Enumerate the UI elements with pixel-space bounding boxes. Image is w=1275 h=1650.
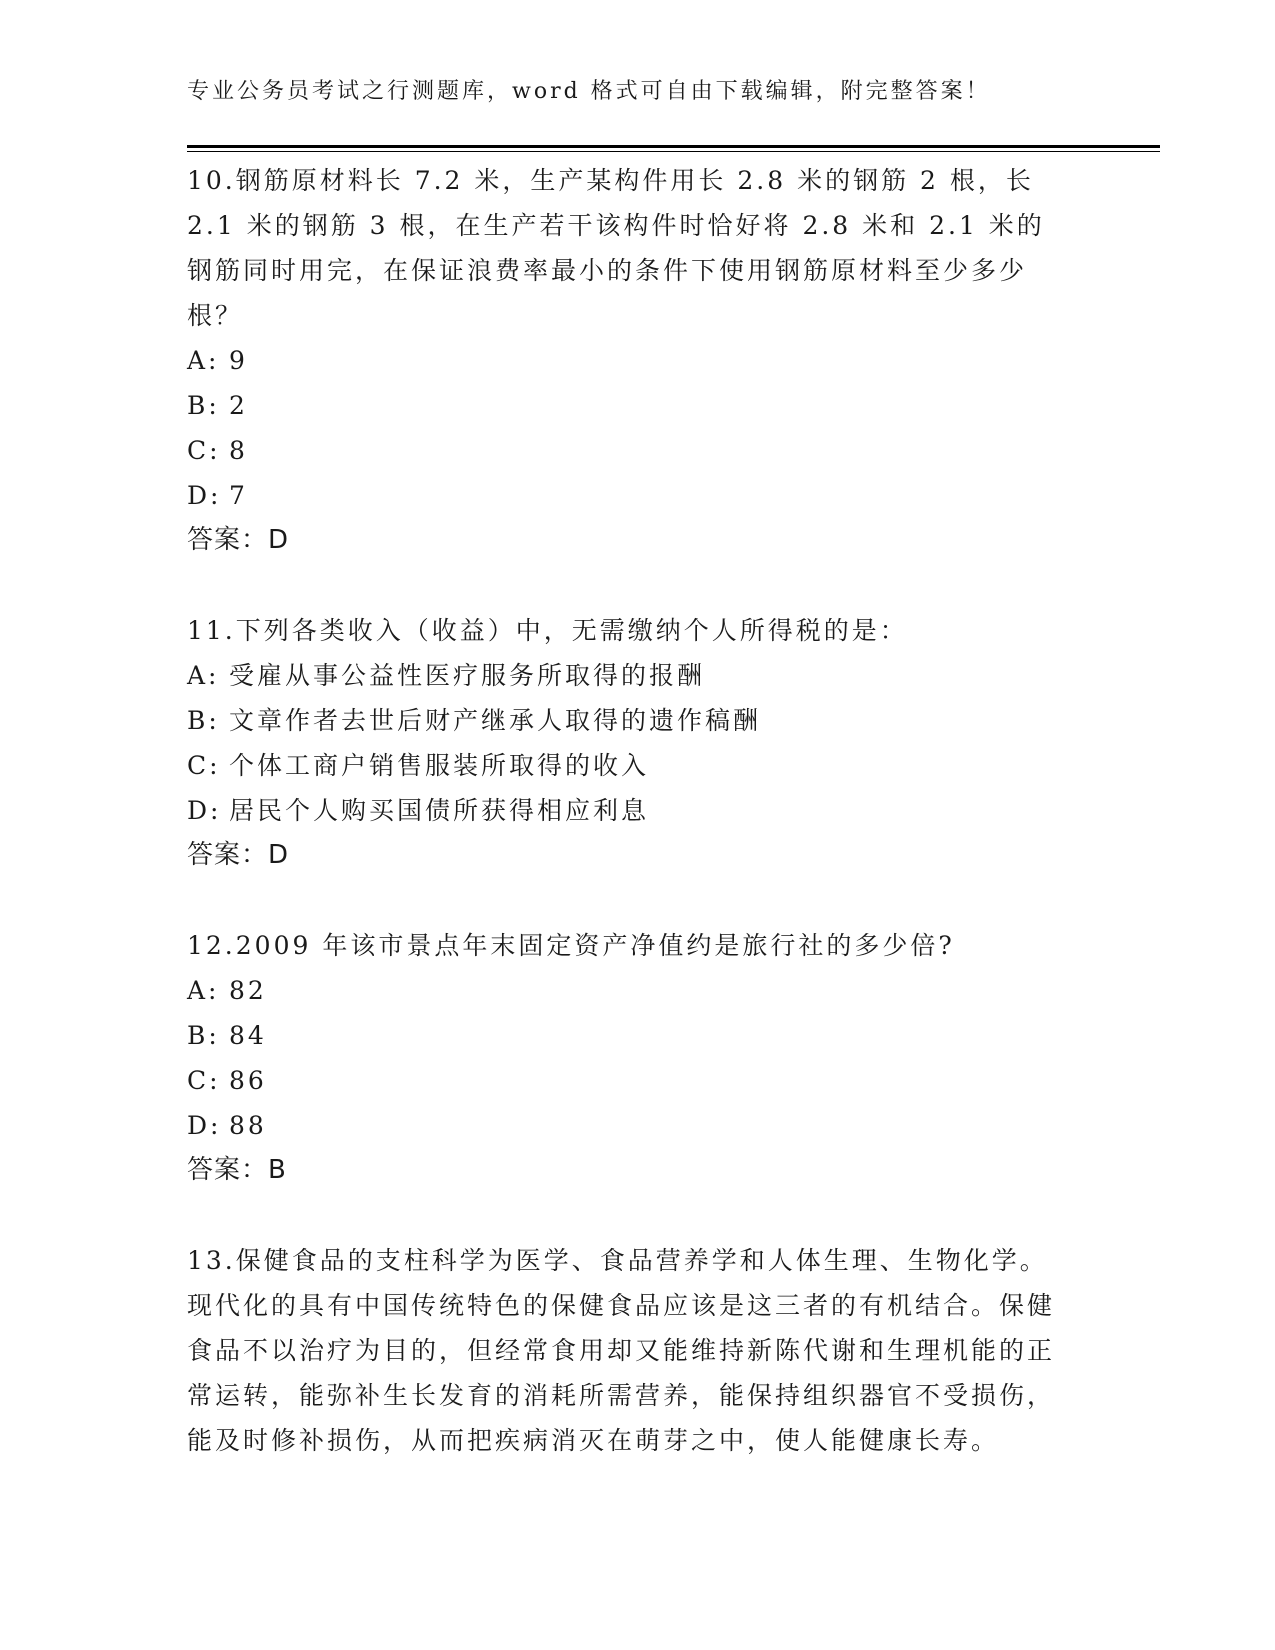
option-text: 82 bbox=[229, 976, 267, 1005]
option-key: C: bbox=[187, 751, 221, 780]
answer-line: 答案：D bbox=[187, 525, 290, 555]
option-c bbox=[187, 428, 1067, 473]
option-a bbox=[187, 338, 1067, 383]
option-text: 86 bbox=[229, 1066, 267, 1095]
option-text: 受雇从事公益性医疗服务所取得的报酬 bbox=[229, 661, 706, 690]
option-text: 居民个人购买国债所获得相应利息 bbox=[229, 796, 650, 825]
option-b bbox=[187, 698, 1067, 743]
option-b bbox=[187, 383, 1067, 428]
option-c bbox=[187, 743, 1067, 788]
option-key: C: bbox=[187, 1066, 221, 1095]
option-text: 8 bbox=[229, 436, 248, 465]
option-d bbox=[187, 1103, 1067, 1148]
option-text: 7 bbox=[229, 481, 248, 510]
option-key: C: bbox=[187, 436, 221, 465]
question-stem: 12.2009 年该市景点年末固定资产净值约是旅行社的多少倍? bbox=[187, 931, 955, 960]
option-key: A: bbox=[187, 661, 220, 690]
question-13 bbox=[187, 1238, 1067, 1463]
question-11 bbox=[187, 608, 1067, 878]
option-b bbox=[187, 1013, 1067, 1058]
option-key: D: bbox=[187, 481, 222, 510]
option-c bbox=[187, 1058, 1067, 1103]
option-d bbox=[187, 473, 1067, 518]
option-text: 文章作者去世后财产继承人取得的遗作稿酬 bbox=[229, 706, 762, 735]
option-key: B: bbox=[187, 706, 220, 735]
option-key: A: bbox=[187, 976, 220, 1005]
page-header: 专业公务员考试之行测题库，word 格式可自由下载编辑，附完整答案！ bbox=[187, 79, 991, 104]
option-a bbox=[187, 653, 1067, 698]
question-12 bbox=[187, 923, 1067, 1193]
option-a bbox=[187, 968, 1067, 1013]
option-text: 2 bbox=[229, 391, 248, 420]
option-text: 84 bbox=[229, 1021, 267, 1050]
option-key: B: bbox=[187, 1021, 220, 1050]
question-stem: 10.钢筋原材料长 7.2 米，生产某构件用长 2.8 米的钢筋 2 根，长 2.1 米的钢筋 3 根，在生产若干该构件时恰好将 2.8 米和 2.1 米的钢筋同时用完，在保证浪费率最小的条件下使用钢筋原材料至少多少根？ bbox=[187, 166, 1045, 330]
option-d bbox=[187, 788, 1067, 833]
option-key: D: bbox=[187, 796, 222, 825]
question-list bbox=[187, 158, 1067, 1463]
option-key: A: bbox=[187, 346, 220, 375]
option-key: D: bbox=[187, 1111, 222, 1140]
question-stem: 11.下列各类收入（收益）中，无需缴纳个人所得税的是： bbox=[187, 616, 908, 645]
option-text: 个体工商户销售服装所取得的收入 bbox=[229, 751, 650, 780]
option-text: 9 bbox=[229, 346, 248, 375]
option-key: B: bbox=[187, 391, 220, 420]
answer-line: 答案：B bbox=[187, 1155, 287, 1185]
question-10 bbox=[187, 158, 1067, 563]
question-stem: 13.保健食品的支柱科学为医学、食品营养学和人体生理、生物化学。现代化的具有中国传统特色的保健食品应该是这三者的有机结合。保健食品不以治疗为目的，但经常食用却又能维持新陈代谢和生理机能的正常运转，能弥补生长发育的消耗所需营养，能保持组织器官不受损伤，能及时修补损伤，从而把疾病消灭在萌芽之中，使人能健康长寿。 bbox=[187, 1246, 1056, 1455]
option-text: 88 bbox=[229, 1111, 267, 1140]
header-rule-thin bbox=[187, 151, 1160, 152]
header-rule-thick bbox=[187, 145, 1160, 148]
answer-line: 答案：D bbox=[187, 840, 290, 870]
